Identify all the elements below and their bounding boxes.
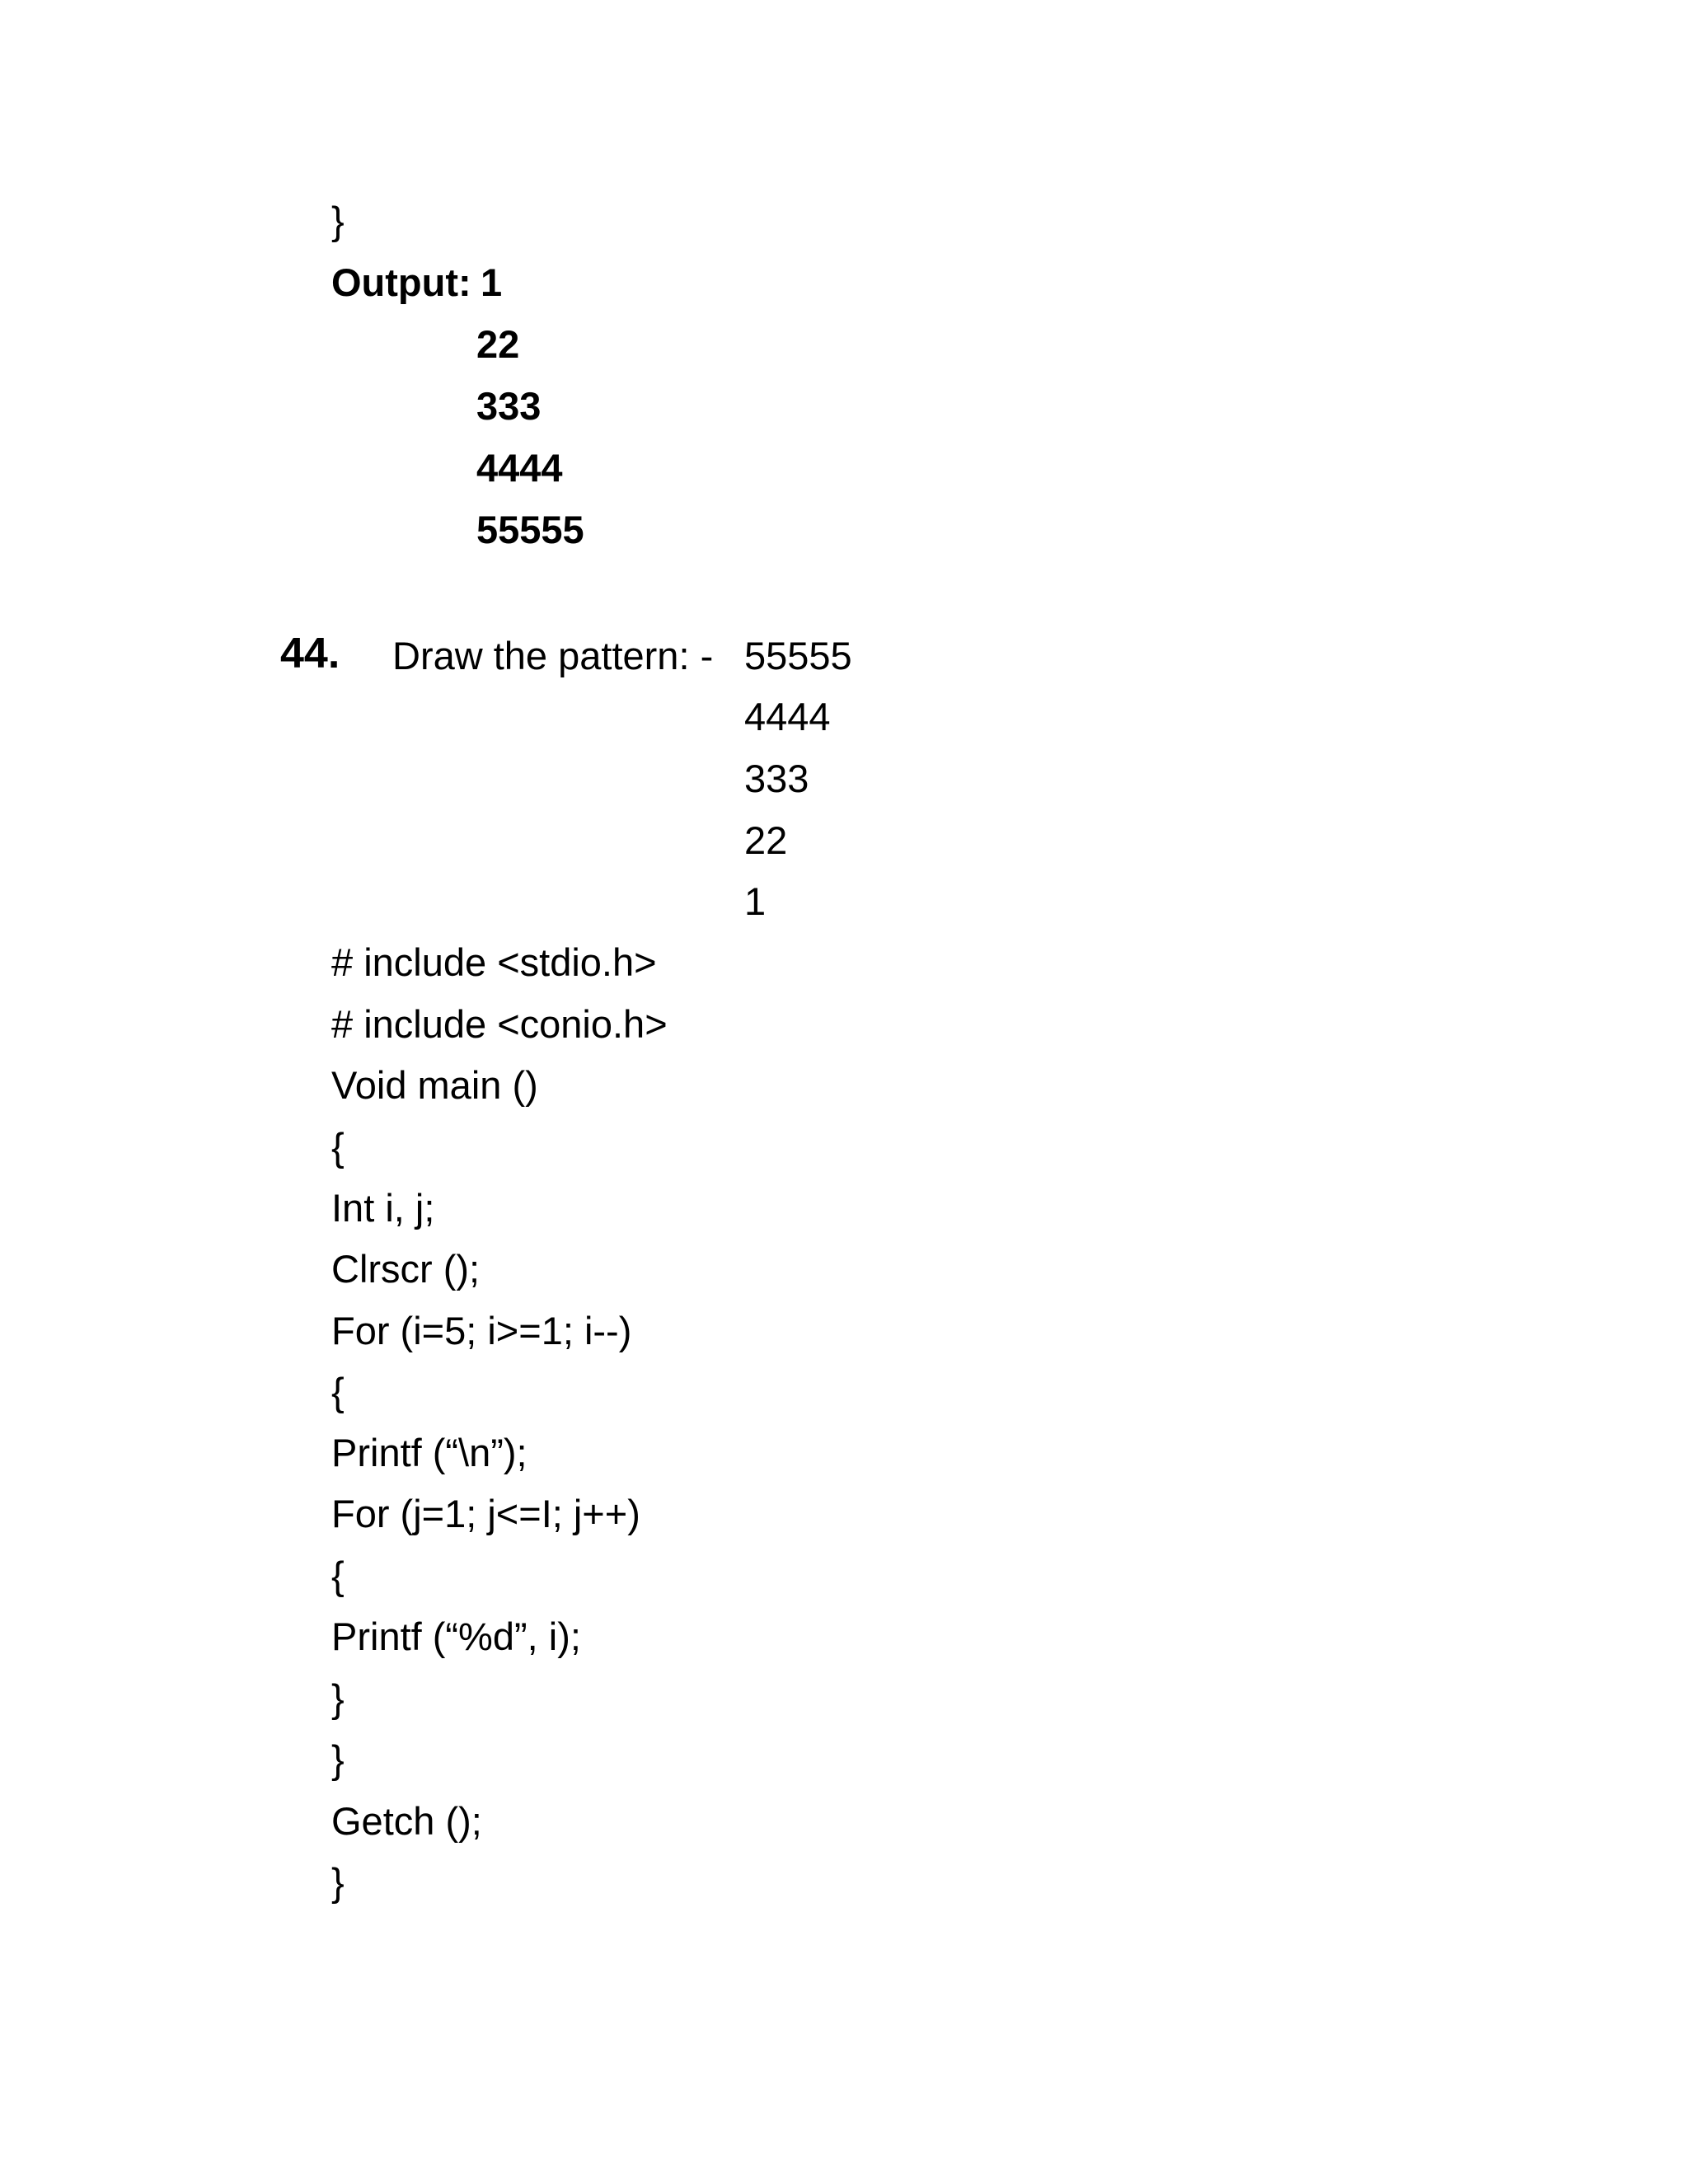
code-line-3: Void main () [331, 1063, 538, 1107]
prev-close-brace: } [331, 199, 345, 242]
code-line-9: Printf (“\n”); [331, 1431, 528, 1474]
output-line-1: 1 [481, 260, 503, 304]
pattern-line-1: 55555 [744, 634, 852, 677]
pattern-line-5: 1 [744, 879, 767, 923]
code-line-15: Getch (); [331, 1799, 482, 1843]
code-line-12: Printf (“%d”, i); [331, 1615, 581, 1658]
code-line-8: { [331, 1370, 345, 1413]
code-line-5: Int i, j; [331, 1186, 435, 1230]
code-line-13: } [331, 1676, 345, 1720]
pattern-line-2: 4444 [744, 695, 831, 738]
question-prompt: Draw the pattern: - [392, 634, 714, 677]
code-line-6: Clrscr (); [331, 1247, 481, 1291]
code-line-16: } [331, 1860, 345, 1904]
code-line-7: For (i=5; i>=1; i--) [331, 1309, 632, 1352]
code-line-1: # include <stdio.h> [331, 940, 657, 984]
output-line-4: 4444 [476, 446, 563, 490]
code-line-14: } [331, 1737, 345, 1781]
code-line-11: { [331, 1554, 345, 1597]
code-line-2: # include <conio.h> [331, 1002, 668, 1046]
output-line-2: 22 [476, 322, 520, 366]
output-line-5: 55555 [476, 508, 584, 551]
question-number: 44. [280, 630, 340, 677]
pattern-line-4: 22 [744, 818, 788, 862]
pattern-line-3: 333 [744, 757, 809, 800]
code-line-10: For (j=1; j<=I; j++) [331, 1492, 640, 1535]
code-line-4: { [331, 1125, 345, 1169]
output-label: Output: [331, 260, 471, 304]
output-line-3: 333 [476, 384, 542, 428]
